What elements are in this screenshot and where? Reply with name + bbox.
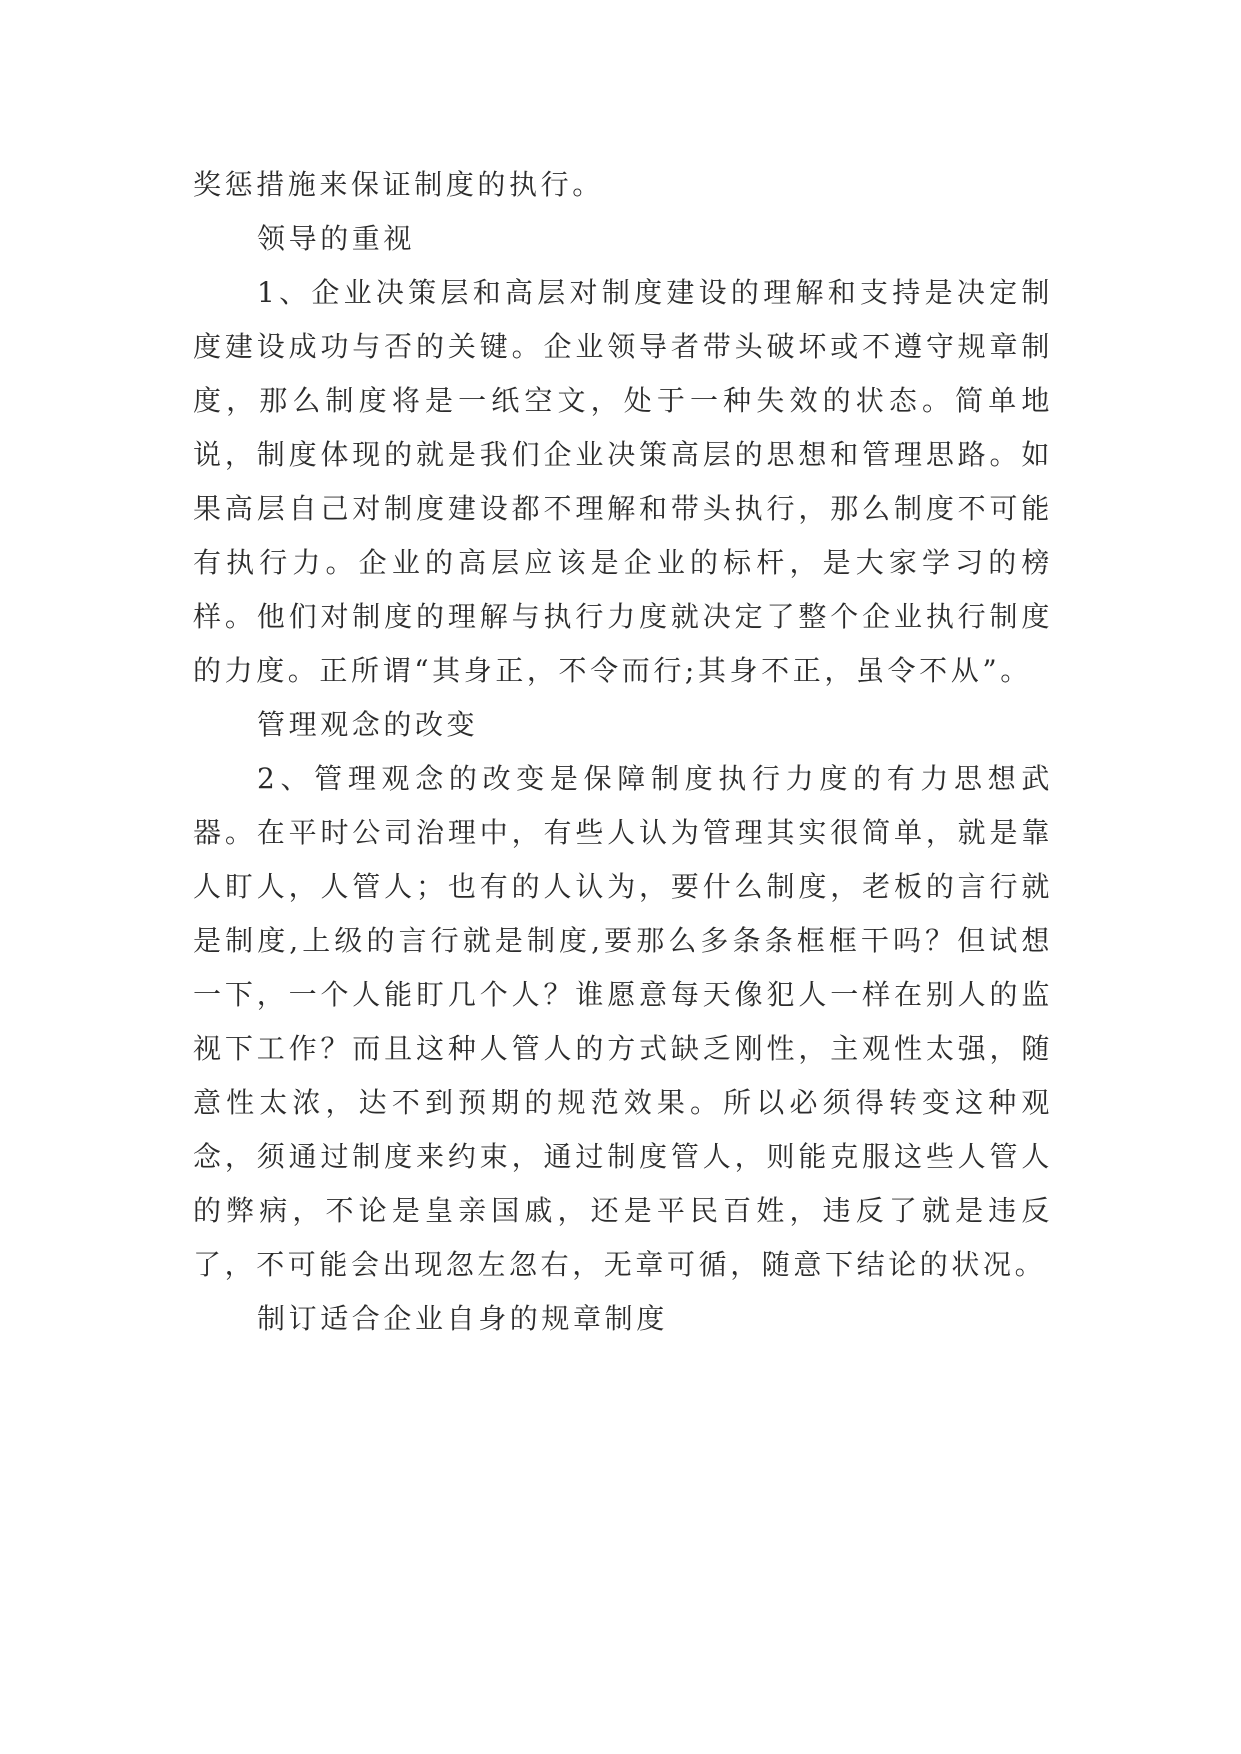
section-heading-rules: 制订适合企业自身的规章制度	[257, 1302, 668, 1335]
paragraph-continuation: 奖惩措施来保证制度的执行。	[193, 168, 604, 201]
section-heading-leadership: 领导的重视	[257, 222, 416, 255]
document-body	[193, 158, 1053, 1346]
paragraph-leadership: 1、企业决策层和高层对制度建设的理解和支持是决定制度建设成功与否的关键。企业领导者带头破坏或不遵守规章制度，那么制度将是一纸空文，处于一种失效的状态。简单地说，制度体现的就是我们企业决策高层的思想和管理思路。如果高层自己对制度建设都不理解和带头执行，那么制度不可能有执行力。企业的高层应该是企业的标杆，是大家学习的榜样。他们对制度的理解与执行力度就决定了整个企业执行制度的力度。正所谓“其身正，不令而行;其身不正，虽令不从”。	[193, 276, 1053, 687]
paragraph-management-concept: 2、管理观念的改变是保障制度执行力度的有力思想武器。在平时公司治理中，有些人认为管理其实很简单，就是靠人盯人，人管人；也有的人认为，要什么制度，老板的言行就是制度,上级的言行就是制度,要那么多条条框框干吗？但试想一下，一个人能盯几个人？谁愿意每天像犯人一样在别人的监视下工作？而且这种人管人的方式缺乏刚性，主观性太强，随意性太浓，达不到预期的规范效果。所以必须得转变这种观念，须通过制度来约束，通过制度管人，则能克服这些人管人的弊病，不论是皇亲国戚，还是平民百姓，违反了就是违反了，不可能会出现忽左忽右，无章可循，随意下结论的状况。	[193, 762, 1053, 1281]
section-heading-management-concept: 管理观念的改变	[257, 708, 479, 741]
